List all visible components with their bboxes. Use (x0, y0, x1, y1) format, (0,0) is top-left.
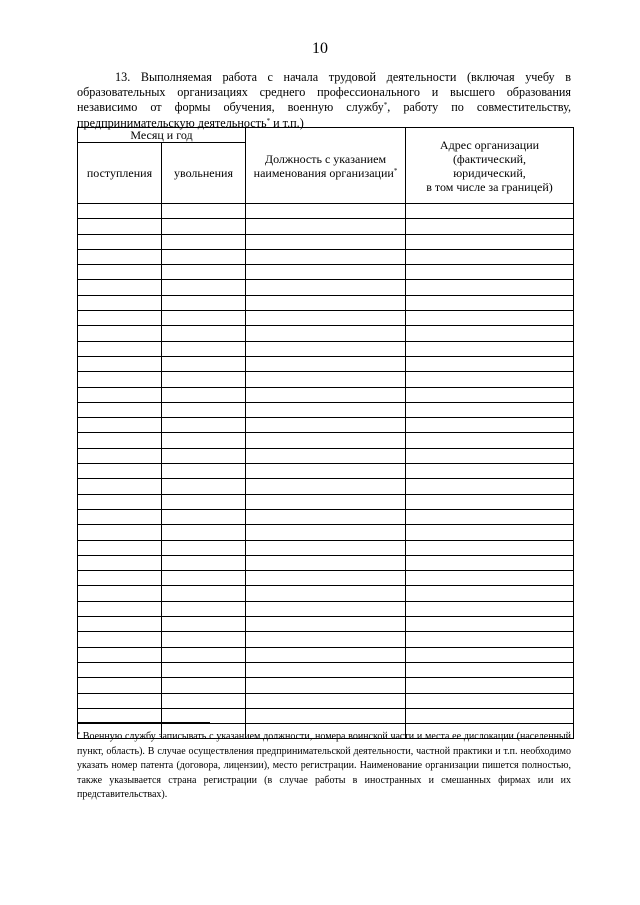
cell-start[interactable] (78, 249, 162, 264)
header-end: увольнения (162, 143, 246, 204)
cell-end[interactable] (162, 402, 246, 417)
table-row (78, 265, 574, 280)
cell-start[interactable] (78, 265, 162, 280)
cell-start[interactable] (78, 234, 162, 249)
cell-address[interactable] (406, 464, 574, 479)
cell-start[interactable] (78, 617, 162, 632)
cell-position[interactable] (246, 509, 406, 524)
cell-address[interactable] (406, 693, 574, 708)
cell-address[interactable] (406, 525, 574, 540)
cell-position[interactable] (246, 204, 406, 219)
table-row (78, 555, 574, 570)
cell-start[interactable] (78, 356, 162, 371)
cell-position[interactable] (246, 632, 406, 647)
cell-address[interactable] (406, 372, 574, 387)
cell-start[interactable] (78, 326, 162, 341)
cell-address[interactable] (406, 509, 574, 524)
cell-address[interactable] (406, 219, 574, 234)
cell-end[interactable] (162, 494, 246, 509)
cell-address[interactable] (406, 479, 574, 494)
cell-address[interactable] (406, 678, 574, 693)
cell-end[interactable] (162, 662, 246, 677)
table-row (78, 341, 574, 356)
table-row (78, 571, 574, 586)
cell-end[interactable] (162, 295, 246, 310)
cell-address[interactable] (406, 601, 574, 616)
work-history-table (77, 127, 574, 739)
cell-address[interactable] (406, 494, 574, 509)
cell-position[interactable] (246, 494, 406, 509)
cell-position[interactable] (246, 662, 406, 677)
header-position: Должность с указанием наименования организации* (246, 128, 406, 204)
cell-address[interactable] (406, 540, 574, 555)
table-row (78, 509, 574, 524)
cell-start[interactable] (78, 372, 162, 387)
cell-end[interactable] (162, 372, 246, 387)
cell-address[interactable] (406, 204, 574, 219)
table-row (78, 234, 574, 249)
cell-start[interactable] (78, 295, 162, 310)
cell-position[interactable] (246, 678, 406, 693)
cell-position[interactable] (246, 479, 406, 494)
cell-end[interactable] (162, 280, 246, 295)
header-month-year: Месяц и год (78, 128, 246, 143)
cell-address[interactable] (406, 356, 574, 371)
table-row (78, 448, 574, 463)
cell-start[interactable] (78, 601, 162, 616)
cell-address[interactable] (406, 295, 574, 310)
cell-start[interactable] (78, 632, 162, 647)
cell-position[interactable] (246, 617, 406, 632)
cell-end[interactable] (162, 265, 246, 280)
cell-end[interactable] (162, 617, 246, 632)
cell-end[interactable] (162, 479, 246, 494)
cell-start[interactable] (78, 540, 162, 555)
table-row (78, 525, 574, 540)
cell-end[interactable] (162, 464, 246, 479)
cell-end[interactable] (162, 219, 246, 234)
table-row (78, 204, 574, 219)
cell-end[interactable] (162, 647, 246, 662)
cell-end[interactable] (162, 586, 246, 601)
cell-address[interactable] (406, 433, 574, 448)
cell-end[interactable] (162, 387, 246, 402)
cell-position[interactable] (246, 693, 406, 708)
cell-position[interactable] (246, 295, 406, 310)
cell-address[interactable] (406, 387, 574, 402)
cell-position[interactable] (246, 356, 406, 371)
table-row (78, 219, 574, 234)
cell-position[interactable] (246, 586, 406, 601)
cell-end[interactable] (162, 571, 246, 586)
cell-end[interactable] (162, 693, 246, 708)
cell-address[interactable] (406, 708, 574, 723)
cell-end[interactable] (162, 678, 246, 693)
cell-address[interactable] (406, 280, 574, 295)
cell-address[interactable] (406, 617, 574, 632)
cell-end[interactable] (162, 249, 246, 264)
cell-start[interactable] (78, 204, 162, 219)
cell-end[interactable] (162, 555, 246, 570)
table-row (78, 464, 574, 479)
cell-position[interactable] (246, 249, 406, 264)
cell-start[interactable] (78, 494, 162, 509)
footnote-divider (77, 722, 210, 723)
cell-position[interactable] (246, 341, 406, 356)
cell-address[interactable] (406, 632, 574, 647)
table-row (78, 433, 574, 448)
cell-start[interactable] (78, 341, 162, 356)
cell-address[interactable] (406, 662, 574, 677)
cell-start[interactable] (78, 525, 162, 540)
cell-position[interactable] (246, 525, 406, 540)
table-row (78, 249, 574, 264)
table-row (78, 356, 574, 371)
section-13-text: 13. Выполняемая работа с начала трудовой деятельности (включая учебу в образовательных организациях среднего профессионального и высшего образования независимо от формы обучения, военную службу*, работу по совместительству, предпринимательскую деятельность* и т.п.) (77, 70, 571, 130)
cell-end[interactable] (162, 234, 246, 249)
cell-end[interactable] (162, 341, 246, 356)
cell-address[interactable] (406, 448, 574, 463)
cell-address[interactable] (406, 571, 574, 586)
cell-start[interactable] (78, 693, 162, 708)
cell-start[interactable] (78, 433, 162, 448)
cell-address[interactable] (406, 249, 574, 264)
cell-start[interactable] (78, 448, 162, 463)
table-row (78, 311, 574, 326)
cell-position[interactable] (246, 708, 406, 723)
cell-start[interactable] (78, 586, 162, 601)
cell-start[interactable] (78, 464, 162, 479)
cell-start[interactable] (78, 219, 162, 234)
cell-position[interactable] (246, 372, 406, 387)
cell-address[interactable] (406, 555, 574, 570)
cell-position[interactable] (246, 280, 406, 295)
table-row (78, 295, 574, 310)
cell-end[interactable] (162, 632, 246, 647)
cell-position[interactable] (246, 387, 406, 402)
table-row (78, 632, 574, 647)
table-row (78, 693, 574, 708)
table-row (78, 647, 574, 662)
cell-position[interactable] (246, 601, 406, 616)
cell-start[interactable] (78, 479, 162, 494)
table-row (78, 387, 574, 402)
cell-start[interactable] (78, 678, 162, 693)
header-start: поступления (78, 143, 162, 204)
cell-position[interactable] (246, 265, 406, 280)
cell-address[interactable] (406, 647, 574, 662)
cell-end[interactable] (162, 525, 246, 540)
cell-start[interactable] (78, 418, 162, 433)
table-row (78, 494, 574, 509)
cell-start[interactable] (78, 571, 162, 586)
cell-address[interactable] (406, 586, 574, 601)
cell-position[interactable] (246, 540, 406, 555)
cell-start[interactable] (78, 647, 162, 662)
cell-position[interactable] (246, 402, 406, 417)
cell-position[interactable] (246, 433, 406, 448)
table-row (78, 326, 574, 341)
cell-start[interactable] (78, 402, 162, 417)
cell-start[interactable] (78, 280, 162, 295)
section-13-heading (77, 70, 571, 131)
header-address: Адрес организации (фактический, юридический, в том числе за границей) (406, 128, 574, 204)
table-row (78, 479, 574, 494)
cell-position[interactable] (246, 571, 406, 586)
cell-position[interactable] (246, 311, 406, 326)
footnote: * Военную службу записывать с указанием должности, номера воинской части и места ее дислокации (населенный пункт, область). В случае осуществления предпринимательской деятельности, частной практики и т.п. необходимо указать номер патента (договора, лицензии), место регистрации. Наименование организации пишется полностью, также указывается страна регистрации (в случае работы в иностранных и смешанных фирмах или их представительствах). (77, 731, 571, 800)
table-row (78, 586, 574, 601)
cell-end[interactable] (162, 509, 246, 524)
cell-start[interactable] (78, 555, 162, 570)
table-row (78, 418, 574, 433)
cell-address[interactable] (406, 234, 574, 249)
cell-address[interactable] (406, 341, 574, 356)
cell-end[interactable] (162, 326, 246, 341)
cell-end[interactable] (162, 540, 246, 555)
table-row (78, 540, 574, 555)
cell-address[interactable] (406, 265, 574, 280)
cell-position[interactable] (246, 448, 406, 463)
table-row (78, 280, 574, 295)
cell-start[interactable] (78, 387, 162, 402)
cell-end[interactable] (162, 448, 246, 463)
cell-start[interactable] (78, 509, 162, 524)
cell-address[interactable] (406, 418, 574, 433)
cell-address[interactable] (406, 402, 574, 417)
cell-position[interactable] (246, 555, 406, 570)
table-row (78, 617, 574, 632)
cell-end[interactable] (162, 418, 246, 433)
table-row (78, 662, 574, 677)
cell-end[interactable] (162, 433, 246, 448)
cell-position[interactable] (246, 234, 406, 249)
cell-start[interactable] (78, 662, 162, 677)
cell-end[interactable] (162, 204, 246, 219)
table-row (78, 601, 574, 616)
cell-end[interactable] (162, 311, 246, 326)
cell-position[interactable] (246, 647, 406, 662)
cell-position[interactable] (246, 464, 406, 479)
cell-address[interactable] (406, 326, 574, 341)
cell-start[interactable] (78, 311, 162, 326)
cell-position[interactable] (246, 326, 406, 341)
cell-position[interactable] (246, 219, 406, 234)
cell-position[interactable] (246, 418, 406, 433)
table-row (78, 372, 574, 387)
page-number: 10 (312, 40, 328, 57)
table-row (78, 402, 574, 417)
cell-end[interactable] (162, 356, 246, 371)
table-row (78, 678, 574, 693)
cell-end[interactable] (162, 601, 246, 616)
cell-address[interactable] (406, 311, 574, 326)
